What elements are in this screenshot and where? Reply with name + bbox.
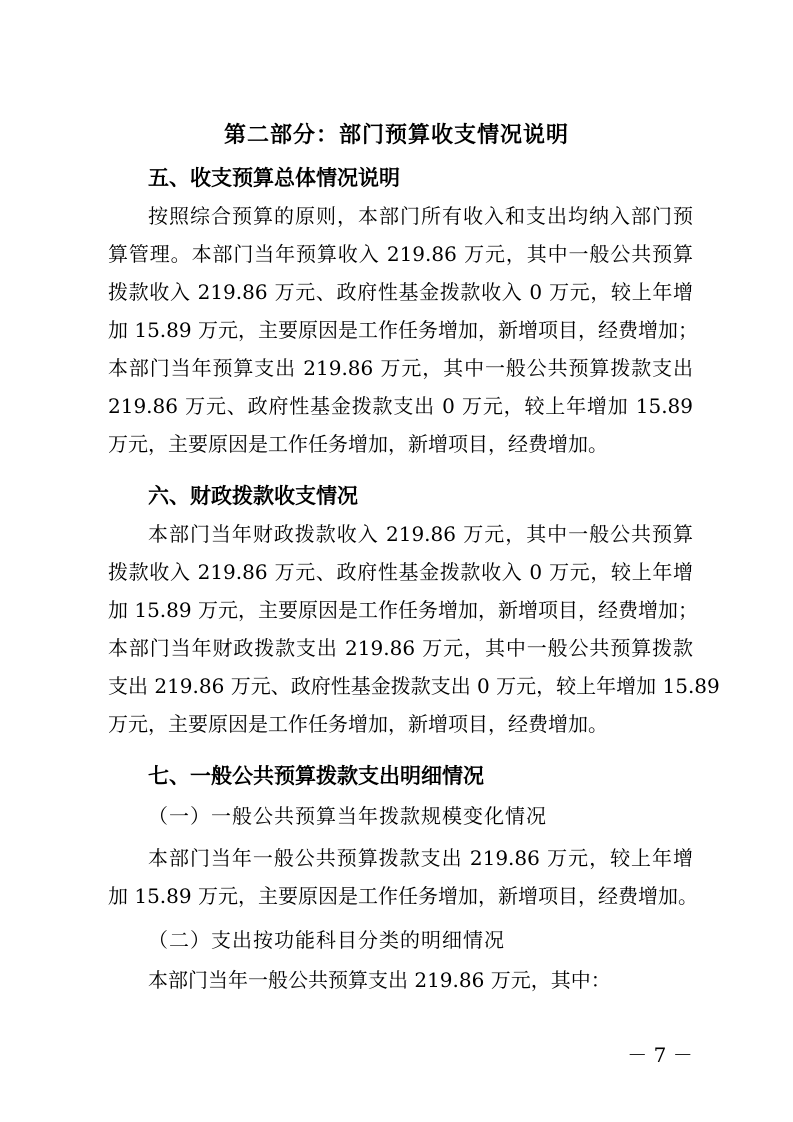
paragraph-line: 万元，主要原因是工作任务增加，新增项目，经费增加。: [108, 712, 608, 736]
page-number: － 7 －: [627, 1043, 693, 1067]
paragraph-line: 拨款收入 219.86 万元、政府性基金拨款收入 0 万元，较上年增: [108, 560, 693, 584]
paragraph-line: 万元，主要原因是工作任务增加，新增项目，经费增加。: [108, 432, 608, 456]
paragraph-line: 本部门当年预算支出 219.86 万元，其中一般公共预算拨款支出: [108, 356, 693, 380]
paragraph-line: 本部门当年一般公共预算拨款支出 219.86 万元，较上年增: [148, 846, 693, 870]
paragraph-line: 加 15.89 万元，主要原因是工作任务增加，新增项目，经费增加；: [108, 598, 698, 622]
paragraph-line: 加 15.89 万元，主要原因是工作任务增加，新增项目，经费增加。: [108, 884, 698, 908]
paragraph-line: 算管理。本部门当年预算收入 219.86 万元，其中一般公共预算: [108, 242, 693, 266]
paragraph-line: 219.86 万元、政府性基金拨款支出 0 万元，较上年增加 15.89: [108, 394, 693, 418]
paragraph-line: 本部门当年一般公共预算支出 219.86 万元，其中：: [148, 968, 611, 992]
paragraph-line: 加 15.89 万元，主要原因是工作任务增加，新增项目，经费增加；: [108, 318, 698, 342]
subsection-heading-2: （二）支出按功能科目分类的明细情况: [148, 928, 505, 952]
section-heading-7: 七、一般公共预算拨款支出明细情况: [148, 764, 484, 788]
subsection-heading-1: （一）一般公共预算当年拨款规模变化情况: [148, 804, 547, 828]
paragraph-line: 本部门当年财政拨款支出 219.86 万元，其中一般公共预算拨款: [108, 636, 693, 660]
paragraph-line: 支出 219.86 万元、政府性基金拨款支出 0 万元，较上年增加 15.89: [108, 674, 720, 698]
page-title: 第二部分：部门预算收支情况说明: [223, 122, 569, 148]
section-heading-6: 六、财政拨款收支情况: [148, 484, 358, 508]
paragraph-line: 按照综合预算的原则，本部门所有收入和支出均纳入部门预: [148, 204, 693, 228]
section-heading-5: 五、收支预算总体情况说明: [148, 166, 400, 190]
paragraph-line: 拨款收入 219.86 万元、政府性基金拨款收入 0 万元，较上年增: [108, 280, 693, 304]
paragraph-line: 本部门当年财政拨款收入 219.86 万元，其中一般公共预算: [148, 522, 693, 546]
